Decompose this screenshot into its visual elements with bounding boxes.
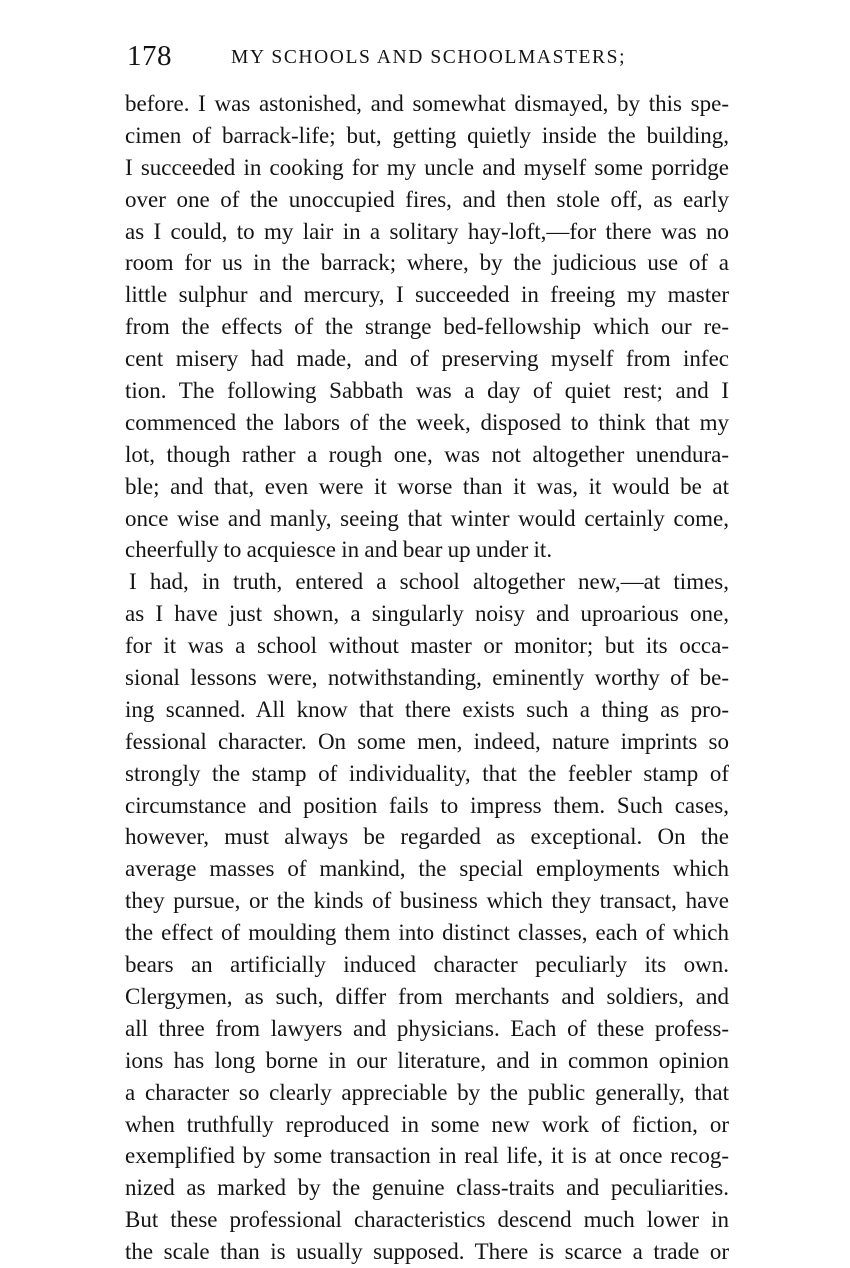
text-line: for it was a school without master or monitor; but its occa-	[125, 633, 729, 659]
text-line: average masses of mankind, the special employments which	[125, 856, 729, 882]
text-line: a character so clearly appreciable by the public generally, that	[125, 1079, 729, 1105]
text-line: sional lessons were, notwithstanding, eminently worthy of be-	[125, 665, 729, 691]
page-number: 178	[127, 40, 172, 72]
text-line: ions has long borne in our literature, and in common opinion	[125, 1047, 729, 1073]
text-line: exemplified by some transaction in real life, it is at once recog-	[125, 1143, 729, 1169]
paragraph-first-line: I had, in truth, entered a school altogether new,—at times,	[129, 569, 729, 595]
text-line: nized as marked by the genuine class-traits and peculiarities.	[125, 1175, 729, 1201]
body-text	[125, 88, 729, 1268]
text-line: cent misery had made, and of preserving myself from infec	[125, 346, 729, 372]
text-line: before. I was astonished, and somewhat dismayed, by this spe-	[125, 91, 729, 116]
text-line: ing scanned. All know that there exists such a thing as pro-	[125, 696, 729, 722]
text-line: they pursue, or the kinds of business which they transact, have	[125, 888, 729, 914]
text-line: from the effects of the strange bed-fellowship which our re-	[125, 314, 729, 340]
text-line: circumstance and position fails to impress them. Such cases,	[125, 792, 729, 818]
text-line: room for us in the barrack; where, by the judicious use of a	[125, 250, 729, 276]
text-line: all three from lawyers and physicians. Each of these profess-	[125, 1015, 729, 1041]
text-line: lot, though rather a rough one, was not altogether unendura-	[125, 441, 729, 467]
text-line: Clergymen, as such, differ from merchants and soldiers, and	[125, 983, 729, 1009]
running-title: MY SCHOOLS AND SCHOOLMASTERS;	[231, 47, 627, 68]
text-line: commenced the labors of the week, disposed to think that my	[125, 409, 729, 435]
text-line: cimen of barrack-life; but, getting quietly inside the building,	[125, 122, 729, 148]
text-line: little sulphur and mercury, I succeeded in freeing my master	[125, 282, 729, 308]
paragraph-last-line: cheerfully to acquiesce in and bear up under it.	[125, 537, 553, 563]
text-line: when truthfully reproduced in some new work of fiction, or	[125, 1111, 729, 1137]
running-head	[127, 37, 727, 77]
text-line: as I have just shown, a singularly noisy and uproarious one,	[125, 601, 729, 627]
text-line: I succeeded in cooking for my uncle and myself some porridge	[125, 154, 729, 180]
text-line: tion. The following Sabbath was a day of quiet rest; and I	[125, 378, 729, 404]
text-line: strongly the stamp of individuality, that the feebler stamp of	[125, 760, 729, 786]
text-line: the scale than is usually supposed. There is scarce a trade or	[125, 1239, 729, 1265]
text-line: however, must always be regarded as exceptional. On the	[125, 824, 729, 850]
text-line: fessional character. On some men, indeed, nature imprints so	[125, 728, 729, 754]
text-line: as I could, to my lair in a solitary hay-loft,—for there was no	[125, 218, 729, 244]
text-line: over one of the unoccupied fires, and then stole off, as early	[125, 186, 729, 212]
text-line: But these professional characteristics descend much lower in	[125, 1207, 729, 1233]
text-line: bears an artificially induced character peculiarly its own.	[125, 952, 729, 978]
text-line: once wise and manly, seeing that winter would certainly come,	[125, 505, 729, 531]
text-line: the effect of moulding them into distinct classes, each of which	[125, 920, 729, 946]
text-line: ble; and that, even were it worse than it was, it would be at	[125, 473, 729, 499]
